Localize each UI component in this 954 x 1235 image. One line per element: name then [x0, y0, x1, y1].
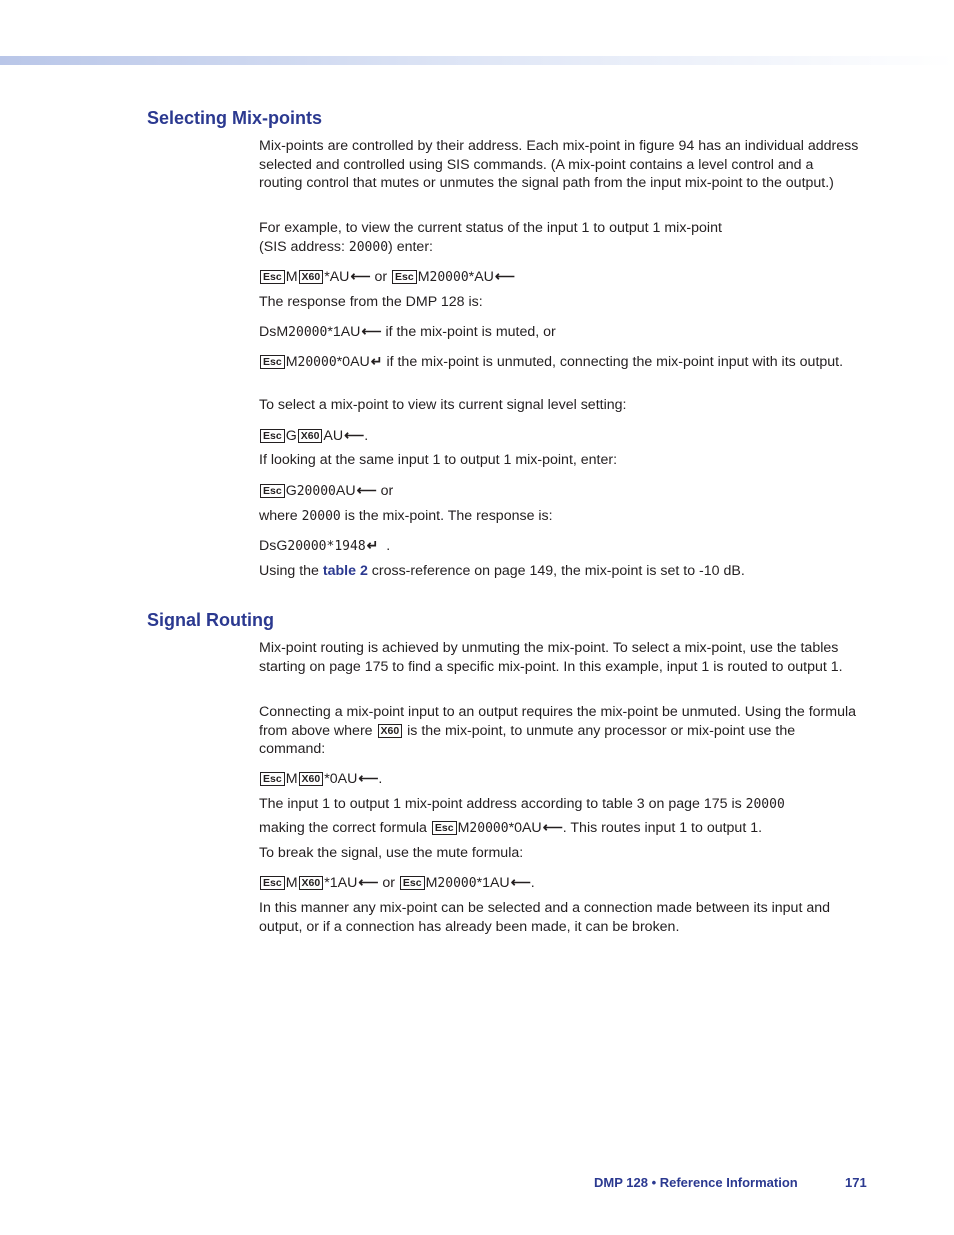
- return-arrow-icon: ⟵: [494, 268, 515, 284]
- paragraph: [259, 507, 859, 527]
- command-line: [259, 769, 859, 789]
- cmd-text: .: [378, 771, 383, 787]
- response-line: [259, 536, 859, 557]
- address-value: 20000: [745, 797, 785, 812]
- address-value: 20000: [297, 355, 337, 370]
- text: ) enter:: [388, 238, 433, 255]
- paragraph: The response from the DMP 128 is:: [259, 294, 483, 310]
- esc-key: Esc: [260, 772, 285, 786]
- page-number: 171: [845, 1175, 867, 1190]
- cmd-text: *0AU: [508, 820, 542, 836]
- section-heading-mix-points: Selecting Mix-points: [147, 108, 323, 128]
- paragraph: Mix-point routing is achieved by unmuting the mix-point. To select a mix-point, use the tables starting on page 175 to find a specific mix-point. In this example, input 1 is routed to output 1.: [259, 640, 843, 675]
- return-arrow-icon: ⟵: [350, 268, 371, 284]
- address-value: 20000: [288, 325, 328, 340]
- cmd-text: *AU: [468, 269, 494, 285]
- cmd-text: DsG: [259, 538, 288, 554]
- text: where: [259, 508, 302, 524]
- text: Connecting a mix-point input to an output requires the mix-point be unmuted. Using the formula from above where: [259, 704, 856, 739]
- cmd-text: M: [425, 875, 438, 891]
- return-arrow-icon: ⟵: [361, 323, 382, 339]
- paragraph: In this manner any mix-point can be selected and a connection made between its input and output, or if a connection has already been made, it can be broken.: [259, 900, 831, 935]
- command-line: [259, 481, 859, 502]
- text: making the correct formula: [259, 820, 431, 836]
- text: if the mix-point is muted, or: [381, 324, 556, 340]
- text: is the mix-point. The response is:: [340, 508, 553, 524]
- text: The input 1 to output 1 mix-point address according to table 3 on page 175 is: [259, 796, 746, 812]
- cmd-text: DsM: [259, 324, 289, 340]
- cmd-text: G: [285, 483, 297, 499]
- cmd-text: M: [285, 771, 298, 787]
- text: Using the: [259, 563, 323, 579]
- text: if the mix-point is unmuted, connecting the mix-point input with its output.: [382, 354, 844, 370]
- esc-key: Esc: [400, 876, 425, 890]
- x60-variable: X60: [378, 724, 403, 738]
- paragraph: To break the signal, use the mute formula:: [259, 845, 524, 861]
- cmd-text: M: [417, 269, 430, 285]
- cmd-text: or: [370, 269, 392, 285]
- paragraph: Mix-points are controlled by their address. Each mix-point in figure 94 has an individual address selected and controlled using SIS commands. (A mix-point contains a level control and a routing control that mutes or unmutes the signal path from the input mix-point to the output.): [259, 138, 859, 192]
- return-arrow-icon: ⟵: [358, 770, 379, 786]
- cmd-text: *1AU: [327, 324, 361, 340]
- paragraph: [259, 703, 859, 759]
- cmd-text: M: [457, 820, 470, 836]
- esc-key: Esc: [432, 821, 457, 835]
- text: cross-reference on page 149, the mix-point is set to -10 dB.: [367, 563, 745, 579]
- cmd-text: *0AU: [336, 354, 370, 370]
- cmd-text: *1AU: [324, 875, 358, 891]
- x60-variable: X60: [299, 270, 324, 284]
- esc-key: Esc: [260, 355, 285, 369]
- paragraph: To select a mix-point to view its current signal level setting:: [259, 397, 627, 413]
- response-line: [259, 322, 859, 343]
- sis-address: 20000: [348, 239, 389, 255]
- esc-key: Esc: [260, 270, 285, 284]
- x60-variable: X60: [299, 876, 324, 890]
- text: (SIS address:: [259, 238, 349, 255]
- return-arrow-icon: ⟵: [356, 482, 377, 498]
- command-line: [259, 426, 859, 446]
- text: For example, to view the current status of the input 1 to output 1 mix-point: [259, 220, 722, 236]
- address-value: 20000: [296, 484, 336, 499]
- enter-arrow-icon: ↵: [370, 353, 383, 369]
- cmd-text: M: [285, 354, 298, 370]
- command-line: [259, 873, 859, 894]
- text: . This routes input 1 to output 1.: [562, 820, 763, 836]
- cmd-text: .: [530, 875, 535, 891]
- address-value: 20000: [469, 821, 509, 836]
- cmd-text: .: [386, 538, 391, 554]
- return-arrow-icon: ⟵: [344, 427, 365, 443]
- command-line: [259, 267, 859, 288]
- cmd-text: M: [285, 875, 298, 891]
- cmd-text: *AU: [324, 269, 350, 285]
- x60-variable: X60: [298, 429, 323, 443]
- esc-key: Esc: [260, 429, 285, 443]
- cmd-text: or: [380, 483, 394, 499]
- return-arrow-icon: ⟵: [510, 874, 531, 890]
- table-2-link[interactable]: table 2: [322, 563, 368, 579]
- level-value: *1948: [326, 539, 366, 554]
- x60-variable: X60: [299, 772, 324, 786]
- paragraph: [259, 818, 859, 839]
- cmd-text: *0AU: [324, 771, 358, 787]
- esc-key: Esc: [260, 484, 285, 498]
- response-line: [259, 352, 859, 373]
- address-value: 20000: [301, 509, 341, 524]
- esc-key: Esc: [260, 876, 285, 890]
- enter-arrow-icon: ↵: [366, 537, 379, 553]
- paragraph: [259, 562, 859, 581]
- section-heading-signal-routing: Signal Routing: [147, 610, 274, 630]
- cmd-text: AU: [323, 428, 344, 444]
- cmd-text: G: [285, 428, 297, 444]
- header-gradient-bar: [0, 56, 954, 65]
- address-value: 20000: [287, 539, 327, 554]
- cmd-text: *1AU: [476, 875, 510, 891]
- cmd-text: M: [285, 269, 298, 285]
- address-value: 20000: [429, 270, 469, 285]
- address-value: 20000: [437, 876, 477, 891]
- footer-title: DMP 128 • Reference Information: [594, 1175, 798, 1190]
- return-arrow-icon: ⟵: [358, 874, 379, 890]
- text: is the mix-point, to unmute any processor or mix-point use the command:: [259, 722, 796, 758]
- cmd-text: .: [364, 428, 369, 444]
- return-arrow-icon: ⟵: [542, 819, 563, 835]
- paragraph: [259, 795, 859, 815]
- cmd-text: or: [378, 875, 399, 891]
- esc-key: Esc: [392, 270, 417, 284]
- cmd-text: AU: [335, 483, 356, 499]
- paragraph: If looking at the same input 1 to output 1 mix-point, enter:: [259, 452, 618, 468]
- paragraph: [259, 219, 859, 257]
